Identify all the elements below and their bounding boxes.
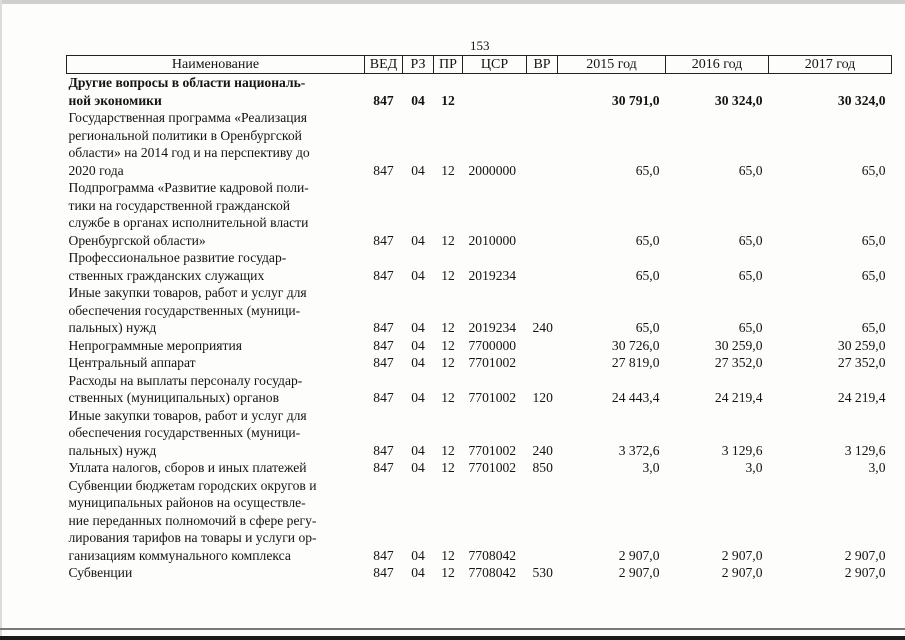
header-vr: ВР — [527, 56, 558, 74]
cell-name-line: ной экономики — [68, 92, 162, 108]
cell-csr: 7708042 — [468, 565, 517, 580]
cell-name-line: пальных) нужд — [68, 320, 157, 335]
cell-2016: 3,0 — [745, 460, 763, 475]
cell-ved: 847 — [373, 162, 394, 178]
cell-name-line: 2020 года — [68, 162, 124, 178]
table-row — [67, 74, 892, 110]
cell-name — [67, 249, 365, 284]
cell-ved: 847 — [373, 547, 394, 563]
cell-vr — [527, 337, 558, 355]
cell-name-line: Уплата налогов, сборов и иных платежей — [68, 460, 307, 475]
header-2015: 2015 год — [558, 56, 666, 74]
table-row — [67, 109, 892, 179]
cell-name-line: Иные закупки товаров, работ и услуг для — [68, 407, 307, 423]
cell-csr: 2019234 — [468, 320, 517, 335]
cell-name — [67, 477, 365, 565]
cell-name-line: Государственная программа «Реализация — [68, 110, 308, 125]
cell-2015: 3,0 — [642, 460, 660, 475]
cell-pr: 12 — [441, 565, 455, 580]
table-row — [67, 477, 892, 565]
cell-2016: 65,0 — [738, 232, 763, 248]
cell-name — [67, 407, 365, 460]
cell-vr — [527, 249, 558, 284]
table-row — [67, 564, 892, 582]
cell-name — [67, 354, 365, 372]
cell-ved: 847 — [373, 320, 394, 335]
cell-name-line: Оренбургской области» — [68, 232, 206, 248]
scan-top-edge — [0, 0, 905, 4]
cell-2017: 3,0 — [868, 460, 886, 475]
cell-name-line: муниципальных районов на осуществле- — [68, 495, 306, 510]
cell-name — [67, 372, 365, 407]
cell-vr — [527, 74, 558, 110]
cell-rz: 04 — [411, 232, 425, 248]
cell-ved: 847 — [373, 232, 394, 248]
cell-csr: 2010000 — [468, 232, 517, 248]
cell-2016: 30 324,0 — [714, 92, 763, 108]
cell-name-line: ственных гражданских служащих — [68, 267, 265, 283]
cell-csr: 7701002 — [468, 390, 517, 405]
cell-2017: 3 129,6 — [844, 442, 886, 458]
cell-2015: 65,0 — [635, 162, 660, 178]
cell-ved: 847 — [373, 355, 394, 370]
cell-rz: 04 — [411, 460, 425, 475]
cell-2017: 2 907,0 — [844, 547, 886, 563]
cell-2016: 30 259,0 — [714, 337, 763, 353]
cell-name-line: Профессиональное развитие государ- — [68, 250, 287, 265]
table-row — [67, 179, 892, 249]
cell-2015: 65,0 — [635, 320, 660, 335]
table-row — [67, 354, 892, 372]
cell-ved: 847 — [373, 390, 394, 405]
budget-table — [66, 55, 892, 582]
cell-rz: 04 — [411, 355, 425, 370]
cell-name-line: ственных (муниципальных) органов — [68, 390, 279, 405]
cell-2016: 24 219,4 — [714, 390, 763, 405]
cell-csr: 7701002 — [468, 442, 517, 458]
header-name: Наименование — [67, 56, 365, 74]
cell-vr — [527, 354, 558, 372]
cell-2017: 65,0 — [861, 232, 886, 248]
cell-2015: 27 819,0 — [611, 355, 660, 370]
cell-ved: 847 — [373, 460, 394, 475]
cell-csr: 7708042 — [468, 547, 517, 563]
cell-ved: 847 — [373, 267, 394, 283]
cell-name-line: лирования тарифов на товары и услуги ор- — [68, 530, 317, 545]
cell-pr: 12 — [441, 337, 455, 353]
header-ved: ВЕД — [365, 56, 403, 74]
cell-pr: 12 — [441, 547, 455, 563]
cell-2016: 65,0 — [738, 320, 763, 335]
cell-2017: 24 219,4 — [837, 390, 886, 405]
cell-name-line: Иные закупки товаров, работ и услуг для — [68, 285, 307, 300]
cell-name-line: Субвенции бюджетам городских округов и — [68, 477, 317, 493]
cell-rz: 04 — [411, 162, 425, 178]
header-rz: РЗ — [403, 56, 434, 74]
cell-vr: 530 — [532, 565, 553, 580]
cell-pr: 12 — [441, 162, 455, 178]
cell-name-line: Подпрограмма «Развитие кадровой поли- — [68, 180, 309, 195]
cell-2016: 27 352,0 — [714, 355, 763, 370]
cell-2017: 27 352,0 — [837, 355, 886, 370]
cell-ved: 847 — [373, 442, 394, 458]
cell-ved: 847 — [373, 337, 394, 353]
cell-csr: 7701002 — [468, 460, 517, 475]
cell-2017: 65,0 — [861, 320, 886, 335]
header-2017: 2017 год — [769, 56, 892, 74]
cell-2015: 65,0 — [635, 232, 660, 248]
cell-name-line: Расходы на выплаты персоналу государ- — [68, 372, 303, 388]
cell-2015: 2 907,0 — [618, 547, 660, 563]
cell-2015: 30 726,0 — [611, 337, 660, 353]
table-row — [67, 337, 892, 355]
cell-vr: 240 — [532, 442, 553, 458]
cell-pr: 12 — [441, 390, 455, 405]
cell-rz: 04 — [411, 442, 425, 458]
table-row — [67, 459, 892, 477]
cell-rz: 04 — [411, 267, 425, 283]
cell-vr — [527, 477, 558, 565]
cell-name-line: области» на 2014 год и на перспективу до — [68, 145, 310, 160]
cell-rz: 04 — [411, 337, 425, 353]
cell-rz: 04 — [411, 92, 425, 108]
cell-2017: 30 324,0 — [837, 92, 886, 108]
cell-name-line: тики на государственной гражданской — [68, 197, 291, 213]
cell-name — [67, 74, 365, 110]
cell-vr: 240 — [532, 320, 553, 335]
table-row — [67, 249, 892, 284]
cell-name — [67, 284, 365, 337]
cell-2015: 65,0 — [635, 267, 660, 283]
cell-pr: 12 — [441, 267, 455, 283]
header-csr: ЦСР — [463, 56, 527, 74]
cell-name-line: ганизациям коммунального комплекса — [68, 547, 291, 563]
cell-csr: 7701002 — [468, 355, 517, 370]
cell-vr: 850 — [532, 460, 553, 475]
cell-name — [67, 179, 365, 249]
cell-vr — [527, 179, 558, 249]
cell-name-line: службе в органах исполнительной власти — [68, 215, 309, 230]
cell-csr: 2000000 — [468, 162, 517, 178]
cell-pr: 12 — [441, 442, 455, 458]
cell-name-line: ние переданных полномочий в сфере регу- — [68, 512, 317, 528]
cell-2016: 2 907,0 — [721, 547, 763, 563]
cell-csr: 2019234 — [468, 267, 517, 283]
table-row — [67, 372, 892, 407]
cell-pr: 12 — [441, 355, 455, 370]
cell-pr: 12 — [441, 460, 455, 475]
cell-2016: 65,0 — [738, 162, 763, 178]
cell-ved: 847 — [373, 92, 394, 108]
cell-2017: 30 259,0 — [837, 337, 886, 353]
cell-name-line: Центральный аппарат — [68, 355, 196, 370]
cell-name-line: обеспечения государственных (муници- — [68, 425, 301, 440]
cell-2017: 65,0 — [861, 267, 886, 283]
cell-vr: 120 — [532, 390, 553, 405]
cell-vr — [527, 109, 558, 179]
cell-csr — [463, 74, 527, 110]
header-pr: ПР — [434, 56, 463, 74]
cell-2016: 3 129,6 — [721, 442, 763, 458]
cell-2016: 65,0 — [738, 267, 763, 283]
cell-2016: 2 907,0 — [721, 565, 763, 580]
cell-2015: 2 907,0 — [618, 565, 660, 580]
cell-2015: 3 372,6 — [618, 442, 660, 458]
scan-bottom-edge — [0, 628, 905, 630]
cell-name — [67, 109, 365, 179]
cell-2015: 30 791,0 — [611, 92, 660, 108]
table-header-row — [67, 56, 892, 74]
cell-ved: 847 — [373, 565, 394, 580]
cell-rz: 04 — [411, 547, 425, 563]
cell-pr: 12 — [441, 320, 455, 335]
cell-2017: 65,0 — [861, 162, 886, 178]
scan-bottom-border — [0, 636, 905, 640]
cell-name — [67, 337, 365, 355]
cell-2015: 24 443,4 — [611, 390, 660, 405]
cell-rz: 04 — [411, 565, 425, 580]
cell-rz: 04 — [411, 390, 425, 405]
cell-name-line: обеспечения государственных (муници- — [68, 302, 301, 318]
cell-name — [67, 564, 365, 582]
cell-pr: 12 — [441, 232, 455, 248]
table-row — [67, 407, 892, 460]
cell-name-line: региональной политики в Оренбургской — [68, 127, 302, 143]
cell-csr: 7700000 — [468, 337, 517, 353]
cell-rz: 04 — [411, 320, 425, 335]
cell-name-line: Другие вопросы в области националь- — [68, 75, 306, 90]
cell-name-line: Субвенции — [68, 565, 133, 580]
cell-2017: 2 907,0 — [844, 565, 886, 580]
header-2016: 2016 год — [666, 56, 769, 74]
page-number: 153 — [470, 38, 490, 53]
cell-name-line: пальных) нужд — [68, 442, 157, 458]
scan-left-edge — [0, 0, 2, 640]
cell-name — [67, 459, 365, 477]
table-body — [67, 74, 892, 582]
cell-name-line: Непрограммные мероприятия — [68, 337, 242, 353]
table-row — [67, 284, 892, 337]
cell-pr: 12 — [441, 92, 455, 108]
